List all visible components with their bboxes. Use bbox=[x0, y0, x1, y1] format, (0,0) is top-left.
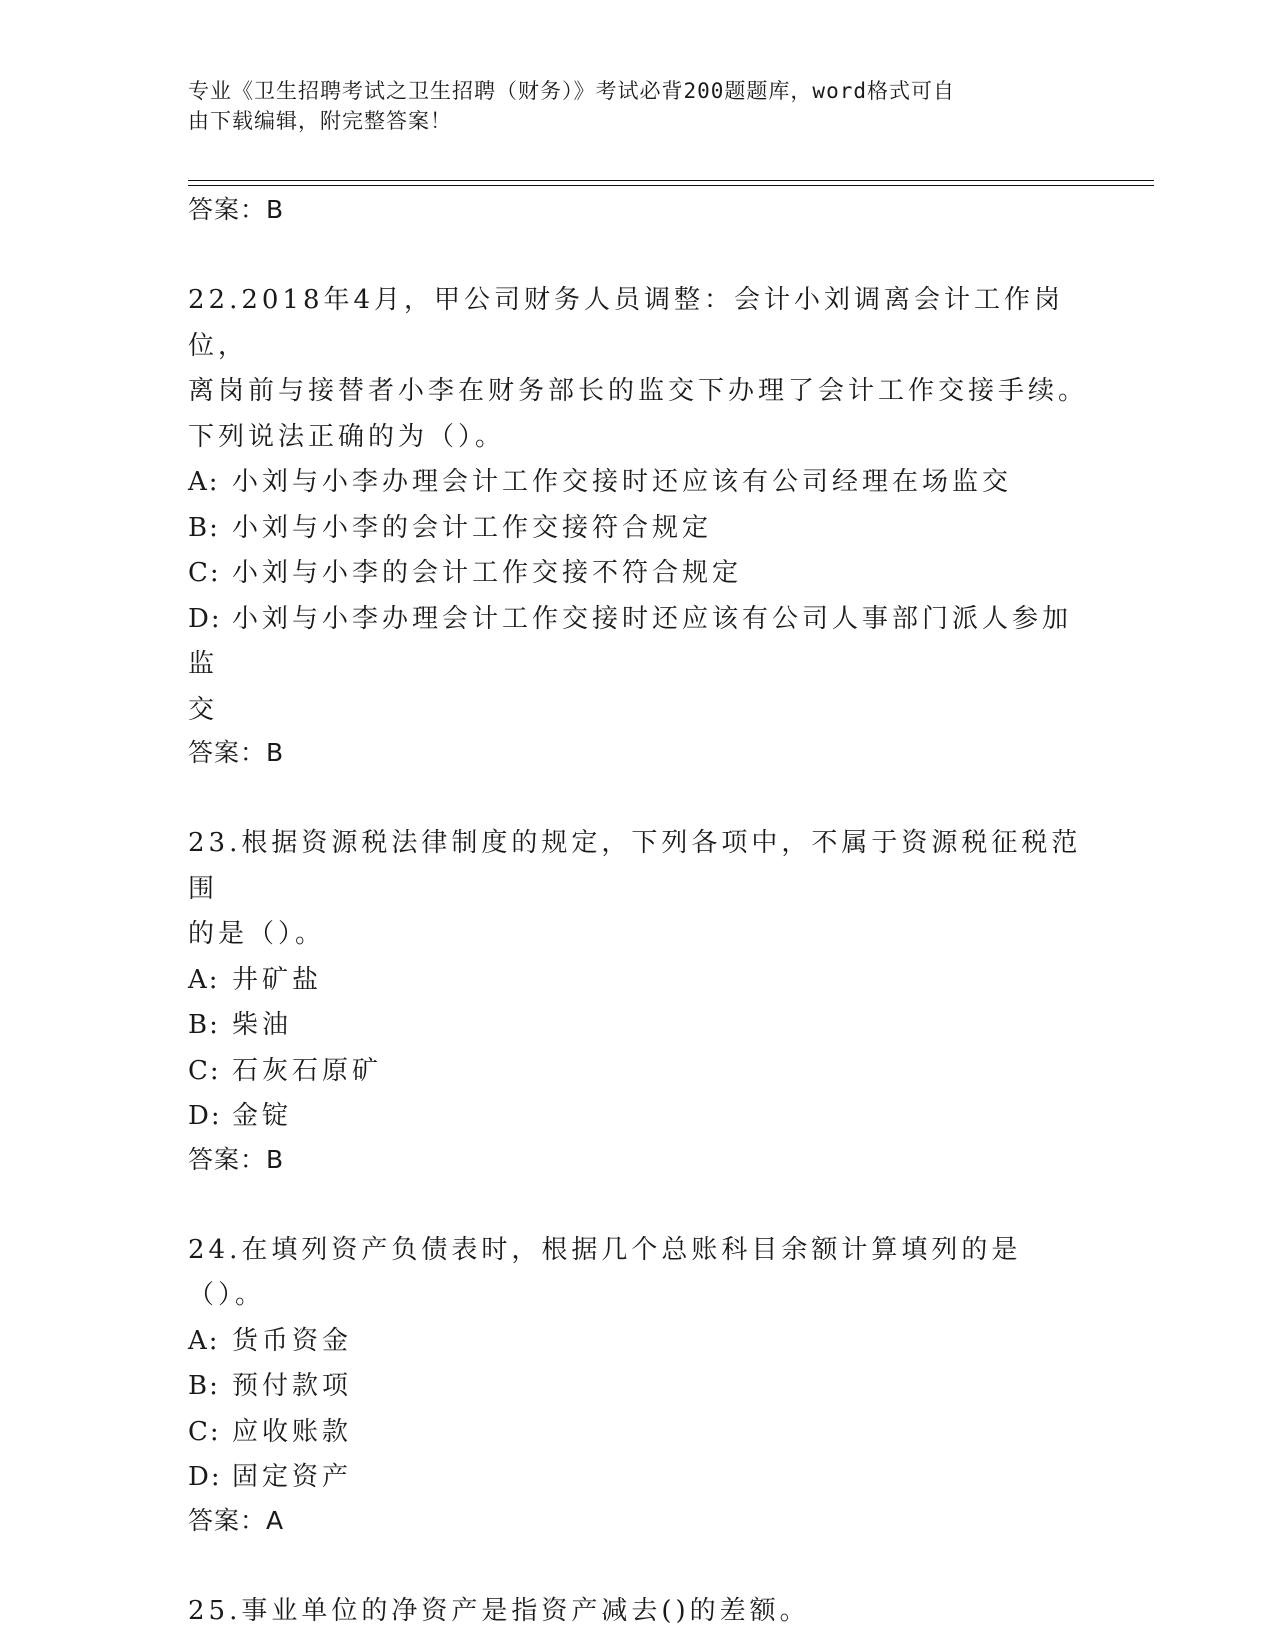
option-d bbox=[188, 597, 1088, 688]
spacer bbox=[188, 1541, 1088, 1589]
option-letter: B: bbox=[188, 1010, 220, 1040]
header-line-2: 由下载编辑，附完整答案！ bbox=[188, 109, 452, 133]
header-rule-bottom bbox=[188, 185, 1154, 186]
question-list bbox=[188, 190, 1088, 1634]
option-letter: D: bbox=[188, 1462, 222, 1492]
option-d-continuation: 交 bbox=[188, 694, 219, 725]
option-d bbox=[188, 1094, 1088, 1140]
option-text: 金锭 bbox=[232, 1101, 293, 1131]
question-25 bbox=[188, 1589, 1088, 1635]
option-text: 井矿盐 bbox=[232, 964, 323, 995]
option-letter: C: bbox=[188, 558, 221, 588]
question-text-line: 的是（）。 bbox=[188, 919, 326, 949]
question-23 bbox=[188, 821, 1088, 1180]
option-text: 小刘与小李办理会计工作交接时还应该有公司经理在场监交 bbox=[232, 467, 1013, 497]
previous-answer: 答案：B bbox=[188, 195, 285, 224]
option-c bbox=[188, 1049, 1088, 1095]
option-a bbox=[188, 460, 1088, 506]
option-text: 应收账款 bbox=[232, 1416, 353, 1447]
option-c bbox=[188, 551, 1088, 597]
question-text-line: 23.根据资源税法律制度的规定，下列各项中，不属于资源税征税范围 bbox=[188, 828, 1082, 904]
option-letter: D: bbox=[188, 603, 222, 634]
option-b bbox=[188, 1003, 1088, 1049]
option-letter: B: bbox=[188, 512, 220, 543]
spacer bbox=[188, 230, 1088, 278]
option-text: 柴油 bbox=[232, 1010, 293, 1040]
option-text: 预付款项 bbox=[232, 1371, 353, 1401]
option-a bbox=[188, 1319, 1088, 1365]
option-text: 小刘与小李的会计工作交接不符合规定 bbox=[232, 558, 743, 588]
option-text: 小刘与小李的会计工作交接符合规定 bbox=[232, 512, 713, 543]
option-text: 货币资金 bbox=[232, 1325, 353, 1356]
option-letter: C: bbox=[188, 1416, 221, 1447]
question-22 bbox=[188, 278, 1088, 773]
header-rule-top bbox=[188, 180, 1154, 181]
question-text-line: 离岗前与接替者小李在财务部长的监交下办理了会计工作交接手续。 bbox=[188, 376, 1089, 406]
answer: 答案：B bbox=[188, 1144, 285, 1174]
option-letter: D: bbox=[188, 1101, 222, 1131]
option-b bbox=[188, 1364, 1088, 1410]
option-text: 固定资产 bbox=[232, 1462, 353, 1492]
option-letter: B: bbox=[188, 1371, 220, 1401]
option-letter: C: bbox=[188, 1055, 221, 1086]
option-letter: A: bbox=[188, 1325, 220, 1356]
spacer bbox=[188, 773, 1088, 821]
option-c bbox=[188, 1410, 1088, 1456]
question-text-line: 22.2018年4月，甲公司财务人员调整：会计小刘调离会计工作岗位， bbox=[188, 285, 1065, 361]
header-line-1: 专业《卫生招聘考试之卫生招聘（财务）》考试必背200题题库，word格式可自 bbox=[188, 79, 955, 103]
answer: 答案：B bbox=[188, 738, 285, 767]
document-header bbox=[188, 76, 1078, 136]
option-text: 石灰石原矿 bbox=[232, 1055, 383, 1086]
option-text: 小刘与小李办理会计工作交接时还应该有公司人事部门派人参加监 bbox=[188, 603, 1073, 679]
option-letter: A: bbox=[188, 467, 220, 497]
spacer bbox=[188, 1180, 1088, 1228]
option-a bbox=[188, 958, 1088, 1004]
option-d bbox=[188, 1455, 1088, 1501]
question-24 bbox=[188, 1228, 1088, 1541]
question-text-line: 24.在填列资产负债表时，根据几个总账科目余额计算填列的是（）。 bbox=[188, 1234, 1022, 1310]
option-letter: A: bbox=[188, 964, 220, 995]
option-b bbox=[188, 506, 1088, 552]
answer: 答案：A bbox=[188, 1505, 285, 1535]
question-text-line: 25.事业单位的净资产是指资产减去()的差额。 bbox=[188, 1595, 810, 1626]
question-text-line: 下列说法正确的为（）。 bbox=[188, 421, 506, 452]
